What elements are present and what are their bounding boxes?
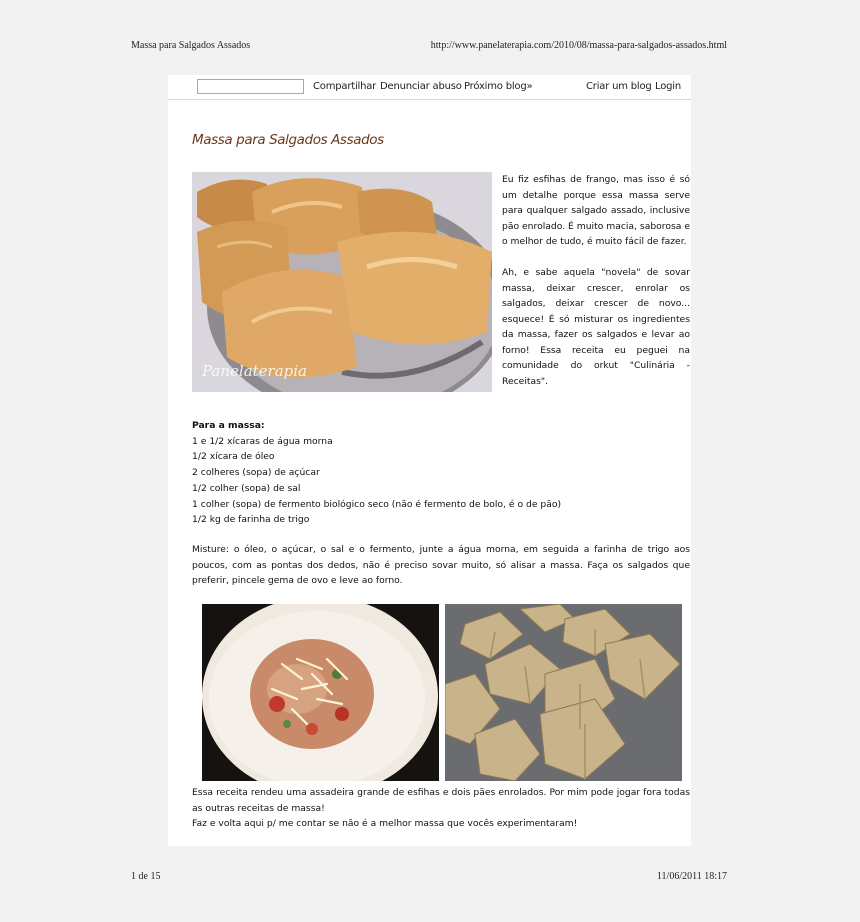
ingredients-list	[192, 418, 690, 528]
photo-watermark: Panelaterapia	[202, 362, 307, 380]
create-blog-link[interactable]: Criar um blog	[586, 81, 652, 92]
filling-photo	[202, 604, 439, 781]
intro-paragraph: Eu fiz esfihas de frango, mas isso é só um detalhe porque essa massa serve para qualquer salgado assado, inclusive pão enrolado. É muito macia, saborosa e o melhor de tudo, é muito fácil de fazer.	[502, 174, 690, 247]
print-header-title: Massa para Salgados Assados	[131, 40, 251, 51]
blog-page	[168, 75, 691, 846]
login-link[interactable]: Login	[655, 81, 681, 92]
closing-paragraph: Essa receita rendeu uma assadeira grande de esfihas e dois pães enrolados. Por mim pode jogar fora todas as outras receitas de massa!	[192, 787, 690, 814]
page-number: 1 de 15	[131, 871, 161, 882]
ingredient-item: 1/2 kg de farinha de trigo	[192, 514, 310, 526]
ingredient-item: 1/2 colher (sopa) de sal	[192, 482, 301, 494]
report-abuse-link[interactable]: Denunciar abuso	[380, 81, 462, 92]
print-datetime: 11/06/2011 18:17	[656, 871, 727, 882]
ingredient-item: 1/2 xícara de óleo	[192, 451, 275, 463]
method-text: Misture: o óleo, o açúcar, o sal e o fermento, junte a água morna, em seguida a farinha de trigo aos poucos, com as pontas dos dedos, não é preciso sovar muito, só alisar a massa. Faça os salgados que preferir, pincele gema de ovo e leve ao forno.	[192, 544, 690, 587]
tray-photo	[445, 604, 682, 781]
esfihas-photo	[192, 172, 492, 392]
blogger-navbar	[168, 75, 691, 100]
intro-paragraph: Ah, e sabe aquela "novela" de sovar massa, deixar crescer, enrolar os salgados, deixar crescer de novo... esquece! É só misturar os ingredientes da massa, fazer os salgados e levar ao forno! Essa receita eu peguei na comunidade do orkut "Culinária - Receitas".	[502, 267, 690, 387]
print-header-url: http://www.panelaterapia.com/2010/08/massa-para-salgados-assados.html	[430, 40, 727, 51]
closing-paragraph: Faz e volta aqui p/ me contar se não é a melhor massa que vocês experimentaram!	[192, 818, 578, 830]
post-title: Massa para Salgados Assados	[192, 132, 384, 148]
ingredient-item: 1 colher (sopa) de fermento biológico seco (não é fermento de bolo, é o de pão)	[192, 498, 562, 510]
share-link[interactable]: Compartilhar	[313, 81, 377, 92]
search-input[interactable]	[197, 79, 304, 94]
ingredients-heading: Para a massa:	[192, 420, 265, 431]
print-footer	[131, 871, 727, 882]
ingredient-item: 2 colheres (sopa) de açúcar	[192, 467, 320, 479]
closing-text	[192, 785, 690, 832]
ingredient-item: 1 e 1/2 xícaras de água morna	[192, 435, 333, 447]
print-header	[131, 40, 727, 51]
next-blog-link[interactable]: Próximo blog»	[464, 81, 533, 92]
intro-text	[502, 172, 690, 405]
